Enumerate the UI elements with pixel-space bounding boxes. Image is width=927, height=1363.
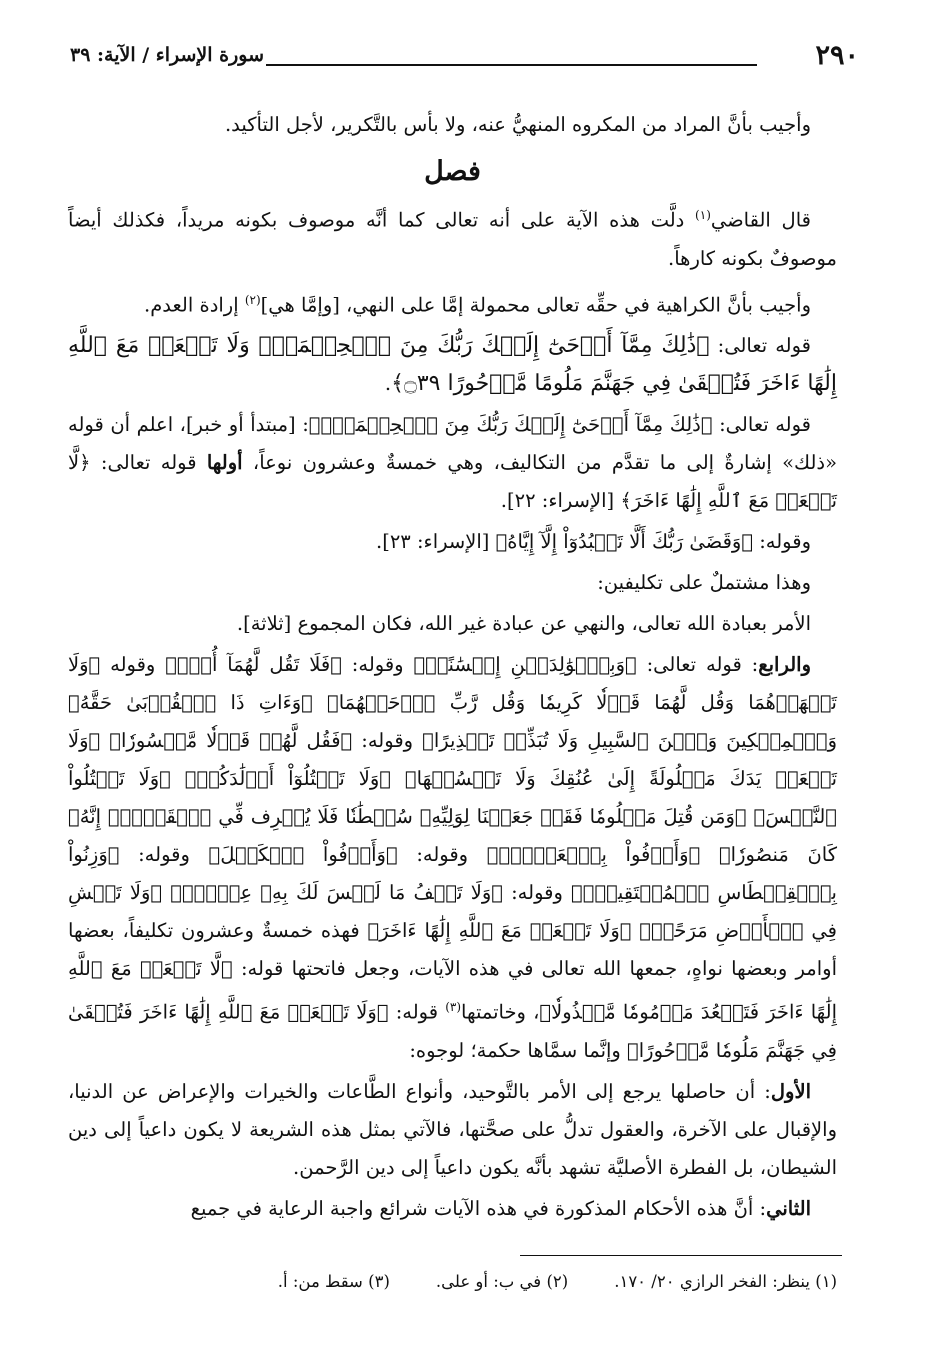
paragraph-3: وأجيب بأنَّ الكراهية في حقِّه تعالى محمولة إمَّا على النهي، [وإمَّا هي]$^{(٢)}$ إرادة العدم. xyxy=(144,292,811,316)
paragraph-8: الأمر بعبادة الله تعالى، والنهي عن عبادة غير الله، فكان المجموع [ثلاثة]. xyxy=(236,612,811,635)
running-title: سورة الإسراء / الآية: ٣٩ xyxy=(70,44,265,66)
page-header xyxy=(70,38,859,72)
paragraph-2: قال القاضي$^{(١)}$ دلَّت هذه الآية على أنه تعالى كما أنَّه موصوف بكونه مريداً، فكذلك أيضاً موصوفٌ بكونه كارهاً. xyxy=(68,208,837,270)
footnote-ref-3: (٣) xyxy=(445,1000,462,1014)
paragraph-7: وهذا مشتملٌ على تكليفين: xyxy=(597,571,811,594)
paragraph-5: قوله تعالى: ﴿ذَٰلِكَ مِمَّآ أَوۡحَىٰٓ إِلَيۡكَ رَبُّكَ مِنَ ٱلۡحِكۡمَةِۗ﴾: [مبتدأ أو خبر]، اعلم أن قوله «ذلك» إشارةٌ إلى ما تقدَّم من التكاليف، وهي خمسةٌ وعشرون نوعاً، أولها قوله تعالى: ﴿لَّا تَجۡعَلۡ مَعَ ٱللَّهِ إِلَٰهًا ءَاخَرَ﴾ [الإسراء: ٢٢]. xyxy=(68,413,837,512)
paragraph-9: والرابع: قوله تعالى: ﴿وَبِٱلۡوَٰلِدَيۡنِ إِحۡسَٰنًاۚ﴾ وقوله: ﴿فَلَا تَقُل لَّهُمَآ أُفّٖ﴾ وقوله ﴿وَلَا تَنۡهَرۡهُمَا وَقُل لَّهُمَا قَوۡلٗا كَرِيمٗا وَقُل رَّبِّ ٱرۡحَمۡهُمَا﴾ ﴿وَءَاتِ ذَا ٱلۡقُرۡبَىٰ حَقَّهُۥ وَٱلۡمِسۡكِينَ وَٱبۡنَ ٱلسَّبِيلِ وَلَا تُبَذِّرۡ تَبۡذِيرًا﴾ وقوله: ﴿فَقُل لَّهُمۡ قَوۡلٗا مَّيۡسُورٗا﴾ ﴿وَلَا تَجۡعَلۡ يَدَكَ مَغۡلُولَةً إِلَىٰ عُنُقِكَ وَلَا تَبۡسُطۡهَا﴾ ﴿وَلَا تَقۡتُلُوٓاْ أَوۡلَٰدَكُمۡ﴾ ﴿وَلَا تَقۡتُلُواْ ٱلنَّفۡسَ﴾ ﴿وَمَن قُتِلَ مَظۡلُومٗا فَقَدۡ جَعَلۡنَا لِوَلِيِّهِۦ سُلۡطَٰنٗا فَلَا يُسۡرِف فِّي ٱلۡقَتۡلِۖ إِنَّهُۥ كَانَ مَنصُورٗا﴾ ﴿وَأَوۡفُواْ بِٱلۡعَهۡدِۖ﴾ وقوله: ﴿وَأَوۡفُواْ ٱلۡكَيۡلَ﴾ وقوله: ﴿وَزِنُواْ بِٱلۡقِسۡطَاسِ ٱلۡمُسۡتَقِيمِۚ﴾ وقوله: ﴿وَلَا تَقۡفُ مَا لَيۡسَ لَكَ بِهِۦ عِلۡمٌۚ﴾ ﴿وَلَا تَمۡشِ فِي ٱلۡأَرۡضِ مَرَحًاۖ﴾ ﴿وَلَا تَجۡعَلۡ مَعَ ٱللَّهِ إِلَٰهًا ءَاخَرَ﴾ فهذه خمسةٌ وعشرون تكليفاً، بعضها أوامر وبعضها نواهٍ، جمعها الله تعالى في هذه الآيات، وجعل فاتحتها قوله: ﴿لَّا تَجۡعَلۡ مَعَ ٱللَّهِ إِلَٰهًا ءَاخَرَ فَتَقۡعُدَ مَذۡمُومٗا مَّخۡذُولٗا﴾، وخاتمتها$^{(٣)}$ قوله: ﴿وَلَا تَجۡعَلۡ مَعَ ٱللَّهِ إِلَٰهًا ءَاخَرَ فَتُلۡقَىٰ فِي جَهَنَّمَ مَلُومٗا مَّدۡحُورًا﴾ وإنَّما سمَّاها حكمة؛ لوجوه: xyxy=(68,653,837,1062)
page-number: ٢٩٠ xyxy=(815,39,859,71)
footnote-ref-2: (٢) xyxy=(244,292,261,307)
paragraph-1: وأجيب بأنَّ المراد من المكروه المنهيُّ عنه، ولا بأس بالتَّكرير، لأجل التأكيد. xyxy=(224,113,811,136)
header-rule xyxy=(266,64,757,66)
paragraph-11: الثاني: أنَّ هذه الأحكام المذكورة في هذه الآيات شرائع واجبة الرعاية في جميع xyxy=(190,1196,811,1220)
footnote-ref-1: (١) xyxy=(695,208,711,222)
footnote-1: (١) ينظر: الفخر الرازي ٢٠/ ١٧٠. xyxy=(614,1272,837,1291)
footnote-3: (٣) سقط من: أ. xyxy=(277,1272,390,1291)
quran-verse: ﴿ذَٰلِكَ مِمَّآ أَوۡحَىٰٓ إِلَيۡكَ رَبُّكَ مِنَ ٱلۡحِكۡمَةِۗ وَلَا تَجۡعَلۡ مَعَ ٱللَّهِ إِلَٰهًا ءَاخَرَ فَتُلۡقَىٰ فِي جَهَنَّمَ مَلُومًا مَّدۡحُورًا ۝٣٩﴾ xyxy=(68,333,837,396)
paragraph-verse-39: قوله تعالى: ﴿ذَٰلِكَ مِمَّآ أَوۡحَىٰٓ إِلَيۡكَ رَبُّكَ مِنَ ٱلۡحِكۡمَةِۗ وَلَا تَجۡعَلۡ مَعَ ٱللَّهِ إِلَٰهًا ءَاخَرَ فَتُلۡقَىٰ فِي جَهَنَّمَ مَلُومًا مَّدۡحُورًا ۝٣٩﴾. xyxy=(68,333,837,396)
main-text xyxy=(68,106,837,1231)
section-heading: فصل xyxy=(424,156,481,187)
footnote-2: (٢) في ب: أو على. xyxy=(435,1272,569,1291)
footnote-rule xyxy=(520,1255,842,1256)
paragraph-6: وقوله: ﴿وَقَضَىٰ رَبُّكَ أَلَّا تَعۡبُدُوٓاْ إِلَّآ إِيَّاهُ﴾ [الإسراء: ٢٣]. xyxy=(376,530,811,553)
paragraph-10: الأول: أن حاصلها يرجع إلى الأمر بالتَّوحيد، وأنواع الطَّاعات والخيرات والإعراض عن الدنيا، والإقبال على الآخرة، والعقول تدلُّ على صحَّتها، فالآتي بمثل هذه الشريعة لا يكون داعياً إلى دين الشيطان، بل الفطرة الأصليَّة تشهد بأنَّه يكون داعياً إلى دين الرَّحمن. xyxy=(68,1079,837,1179)
footnotes xyxy=(278,1272,837,1291)
